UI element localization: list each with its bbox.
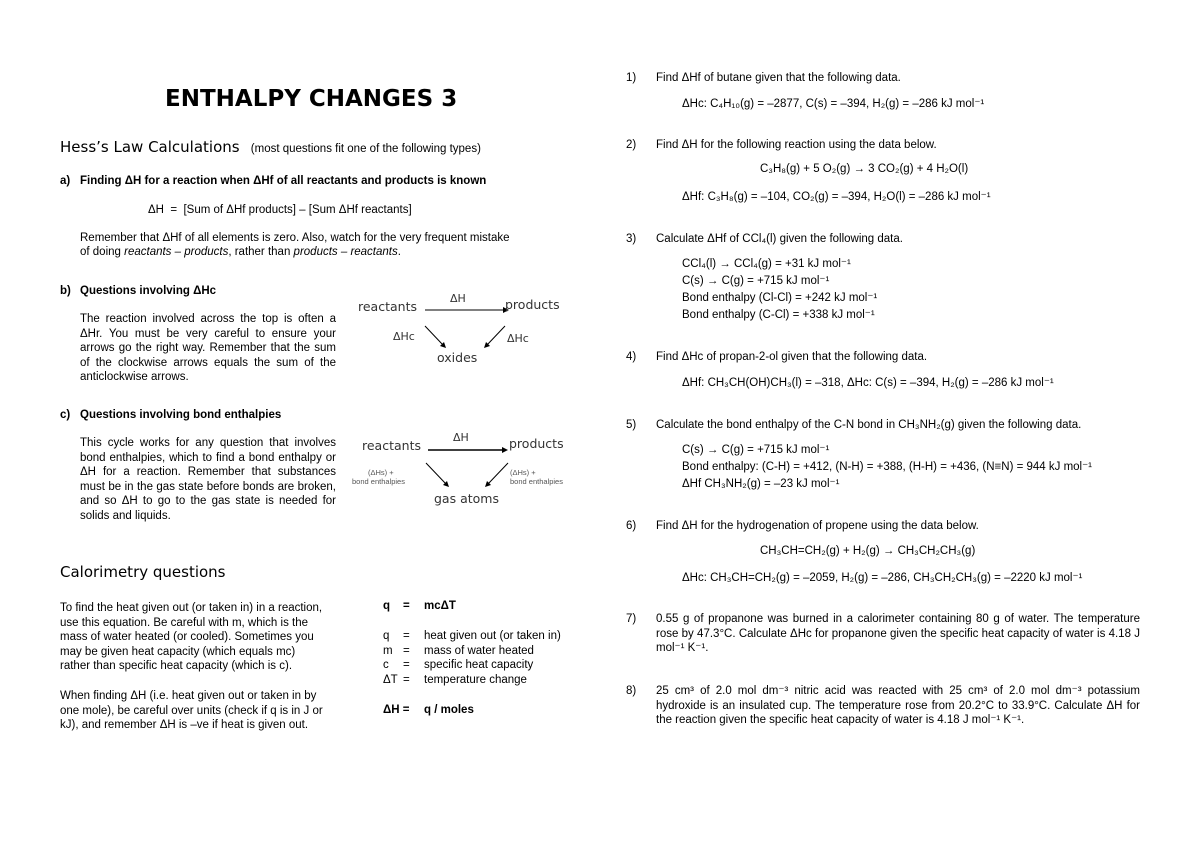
question-number: 1): [626, 72, 637, 84]
diagram-dh: ΔH: [450, 292, 466, 305]
section-a-line2: of doing reactants – products, rather than products – reactants.: [80, 246, 401, 258]
diagram-reactants: reactants: [358, 299, 417, 314]
calorimetry-heading: Calorimetry questions: [60, 563, 226, 581]
diagram-reactants: reactants: [362, 438, 421, 453]
section-b-label: b): [60, 285, 71, 297]
question-text: Find ΔH for the hydrogenation of propene using the data below.: [656, 520, 979, 532]
question-text: Calculate ΔHf of CCl₄(l) given the following data.: [656, 233, 903, 245]
diagram-products: products: [509, 436, 564, 451]
diagram-side-right: (ΔHs) + bond enthalpies: [510, 468, 563, 486]
definition-row: ΔT = temperature change: [383, 673, 527, 686]
section-c-heading: Questions involving bond enthalpies: [80, 409, 282, 421]
definition-row: m = mass of water heated: [383, 644, 534, 657]
calorimetry-para2: When finding ΔH (i.e. heat given out or taken in by one mole), be careful over units (check if q is in J or kJ), and remember ΔH is –ve if heat is given out.: [60, 690, 323, 731]
question-data-lines: C(s) → C(g) = +715 kJ mol⁻¹ Bond enthalpy: (C-H) = +412, (N-H) = +388, (H-H) = +436, (N≡N) = 944 kJ mol⁻¹ ΔHf CH₃NH₂(g) = –23 kJ mol⁻¹: [682, 444, 1093, 490]
diagram-side-left: (ΔHs) + bond enthalpies: [352, 468, 405, 486]
question-equation: C₃H₈(g) + 5 O₂(g) → 3 CO₂(g) + 4 H₂O(l): [760, 163, 969, 175]
question-equation: CH₃CH=CH₂(g) + H₂(g) → CH₃CH₂CH₃(g): [760, 545, 976, 557]
section-a-heading: Finding ΔH for a reaction when ΔHf of all reactants and products is known: [80, 175, 487, 187]
question-number: 4): [626, 351, 637, 363]
question-text: Calculate the bond enthalpy of the C-N bond in CH₃NH₂(g) given the following data.: [656, 419, 1082, 431]
question-number: 3): [626, 233, 637, 245]
question-number: 8): [626, 685, 637, 697]
hess-cycle-diagram-combustion: [355, 290, 575, 370]
definition-row: q = heat given out (or taken in): [383, 630, 561, 642]
question-number: 2): [626, 139, 637, 151]
hess-note: (most questions fit one of the following types): [250, 143, 481, 155]
definition-row: c = specific heat capacity: [383, 659, 534, 671]
question-text: Find ΔHf of butane given that the following data.: [656, 72, 901, 84]
diagram-oxides: oxides: [437, 350, 478, 365]
question-data-lines: CCl₄(l) → CCl₄(g) = +31 kJ mol⁻¹ C(s) → C(g) = +715 kJ mol⁻¹ Bond enthalpy (Cl-Cl) = +242 kJ mol⁻¹ Bond enthalpy (C-Cl) = +338 kJ mol⁻¹: [682, 258, 878, 321]
section-a-label: a): [60, 175, 71, 187]
formula-q: q = mcΔT: [383, 600, 456, 612]
diagram-dhc-right: ΔHc: [507, 332, 529, 345]
section-c-label: c): [60, 409, 71, 421]
question-data-line: ΔHc: C₄H₁₀(g) = –2877, C(s) = –394, H₂(g) = –286 kJ mol⁻¹: [682, 98, 985, 110]
section-a-equation: ΔH = [Sum of ΔHf products] – [Sum ΔHf reactants]: [148, 204, 412, 216]
question-number: 5): [626, 419, 637, 431]
page-title: ENTHALPY CHANGES 3: [165, 86, 458, 112]
diagram-gas-atoms: gas atoms: [434, 491, 499, 506]
section-b-text: The reaction involved across the top is often a ΔHr. You must be very careful to ensure your arrows go the right way. Remember that the sum of the clockwise arrows equals the sum of the anticlockwise arrows.: [80, 313, 336, 383]
question-text: Find ΔHc of propan-2-ol given that the following data.: [656, 351, 928, 363]
question-number: 6): [626, 520, 637, 532]
question-text: 0.55 g of propanone was burned in a calorimeter containing 80 g of water. The temperature rose by 47.3°C. Calculate ΔHc for propanone given the specific heat capacity of water is 4.18 J mol⁻¹ K⁻¹.: [656, 613, 1140, 654]
hess-heading: Hess’s Law Calculations: [60, 138, 240, 156]
hess-cycle-diagram-bonds: [350, 428, 585, 513]
question-data-line: ΔHf: C₃H₈(g) = –104, CO₂(g) = –394, H₂O(l) = –286 kJ mol⁻¹: [682, 191, 991, 203]
question-text: 25 cm³ of 2.0 mol dm⁻³ nitric acid was reacted with 25 cm³ of 2.0 mol dm⁻³ potassium hydroxide is an insulated cup. The temperature rose from 20.2°C to 33.9°C. Calculate ΔH for the reaction given the specific heat capacity of water is 4.18 J mol⁻¹ K⁻¹.: [656, 685, 1140, 726]
question-data-line: ΔHc: CH₃CH=CH₂(g) = –2059, H₂(g) = –286, CH₃CH₂CH₃(g) = –2220 kJ mol⁻¹: [682, 572, 1083, 584]
diagram-dhc-left: ΔHc: [393, 330, 415, 343]
hess-heading-row: [60, 138, 481, 157]
question-text: Find ΔH for the following reaction using the data below.: [656, 139, 937, 151]
section-c-text: This cycle works for any question that involves bond enthalpies, which to find a bond enthalpy or ΔH for a reaction. Remember that substances must be in the gas state before bonds are broken, and so ΔH to go to the gas state is needed for solids and liquids.: [80, 437, 336, 522]
formula-dh: ΔH = q / moles: [383, 704, 474, 716]
diagram-dh: ΔH: [453, 431, 469, 444]
question-data-line: ΔHf: CH₃CH(OH)CH₃(l) = –318, ΔHc: C(s) = –394, H₂(g) = –286 kJ mol⁻¹: [682, 377, 1054, 389]
section-b-heading: Questions involving ΔHc: [80, 285, 217, 297]
formula-definitions: [383, 629, 593, 687]
question-number: 7): [626, 613, 637, 625]
calorimetry-para1: To find the heat given out (or taken in) in a reaction, use this equation. Be careful with m, which is the mass of water heated (or cooled). Sometimes you may be given heat capacity (which equals mc) rather than specific heat capacity (which is c).: [60, 602, 323, 672]
diagram-products: products: [505, 297, 560, 312]
section-a-line1: Remember that ΔHf of all elements is zero. Also, watch for the very frequent mistake: [80, 232, 510, 244]
